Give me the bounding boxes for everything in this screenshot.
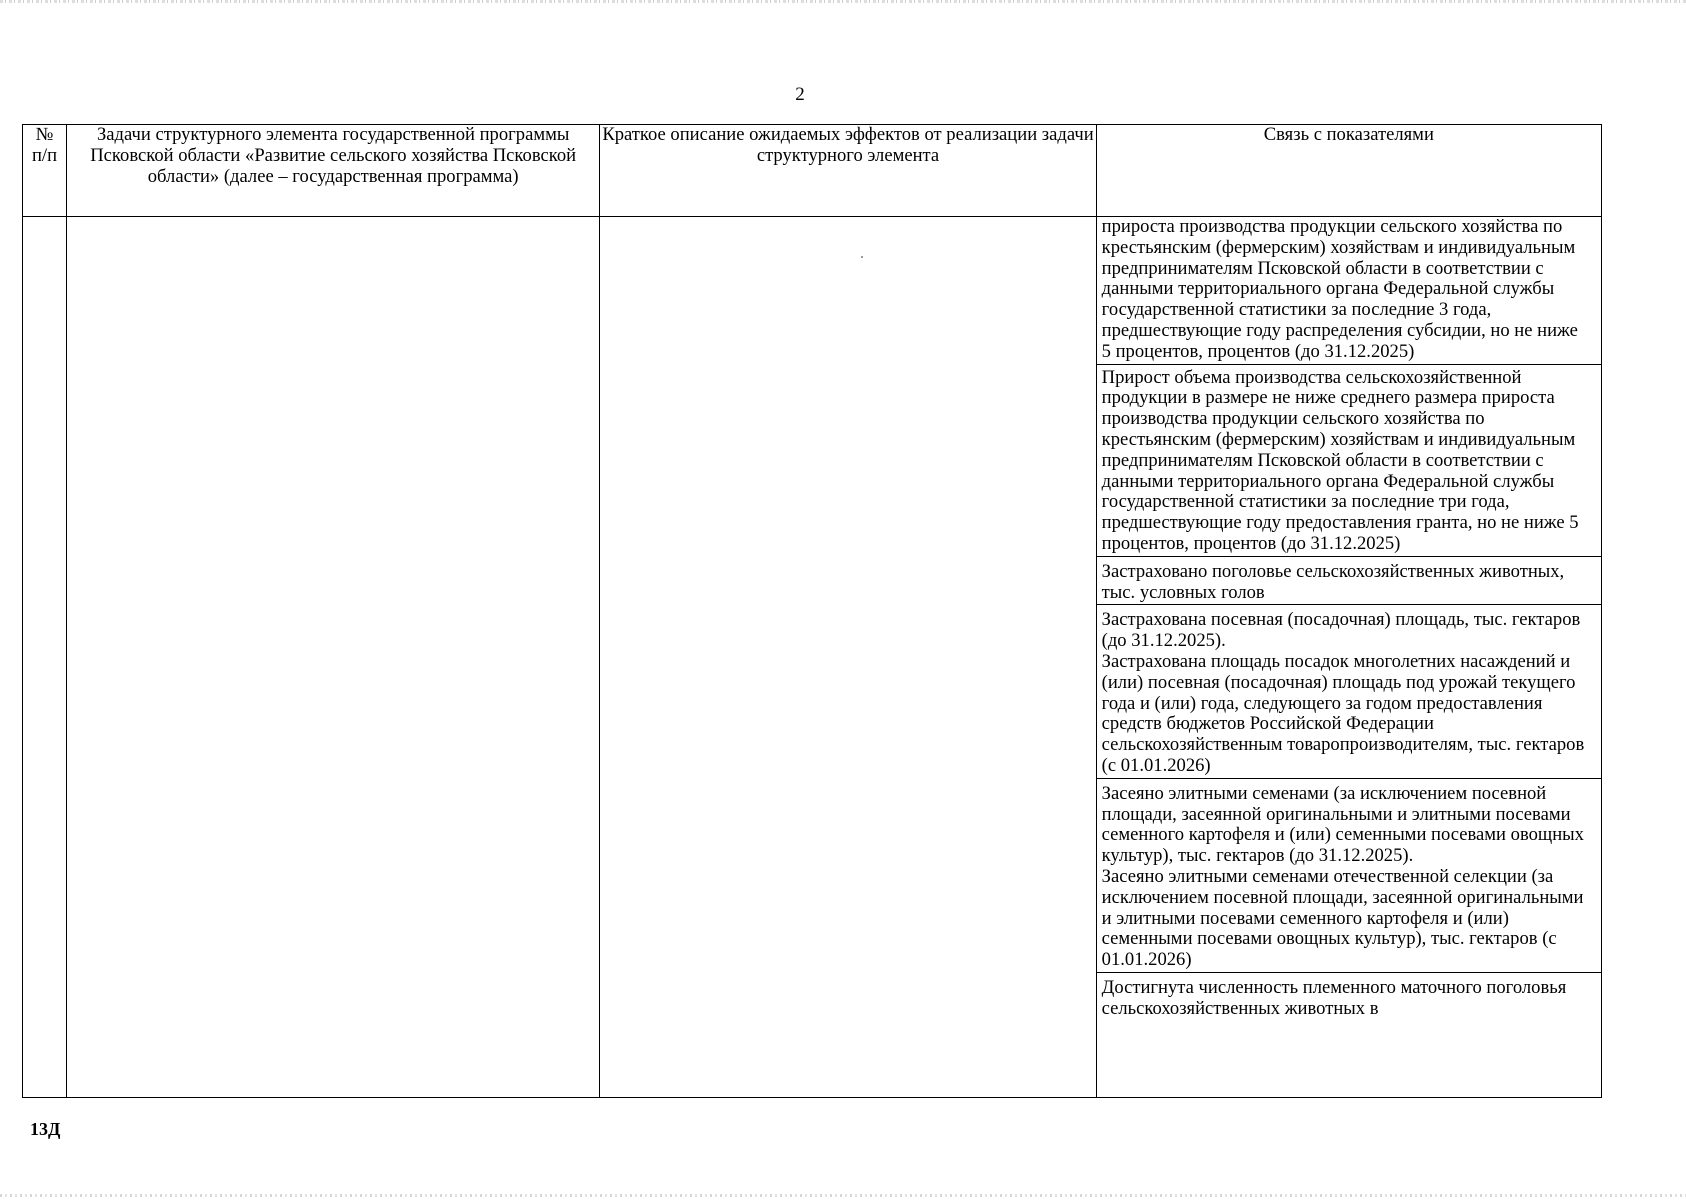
header-number	[23, 125, 67, 217]
indicators-cell	[1096, 217, 1601, 1098]
scan-edge-bottom	[0, 1194, 1686, 1197]
indicator-item	[1097, 973, 1601, 1021]
tasks-cell	[67, 217, 600, 1098]
table-header-row	[23, 125, 1602, 217]
indicator-item	[1097, 779, 1601, 973]
header-number-abbr: п/п	[31, 144, 58, 166]
scan-edge-top	[0, 0, 1686, 3]
footer-code: 13Д	[30, 1119, 61, 1139]
indicator-text: Засеяно элитными семенами отечественной селекции (за исключением посевной площади, засеянной оригинальными и элитными посевами семенного картофеля и (или) семенными посевами овощных культур), тыс. гектаров (с 01.01.2026)	[1101, 865, 1584, 971]
table-row	[23, 217, 1602, 1098]
indicator-text: Засеяно элитными семенами (за исключением посевной площади, засеянной оригинальными и элитными посевами семенного картофеля и (или) семенными посевами овощных культур), тыс. гектаров (до 31.12.2025).	[1101, 782, 1584, 867]
indicator-text: Прирост объема производства сельскохозяйственной продукции в размере не ниже среднего размера прироста производства продукции сельского хозяйства по крестьянским (фермерским) хозяйствам и индивидуальным предпринимателям Псковской области в соответствии с данными территориального органа Федеральной службы государственной статистики за последние три года, предшествующие году предоставления гранта, но не ниже 5 процентов, процентов (до 31.12.2025)	[1101, 366, 1579, 554]
program-table	[22, 124, 1602, 1098]
header-links: Связь с показателями	[1096, 125, 1601, 217]
indicator-item	[1097, 557, 1601, 606]
indicator-text: Застраховано поголовье сельскохозяйственных животных, тыс. условных голов	[1101, 560, 1565, 603]
effects-cell	[600, 217, 1096, 1098]
indicator-text: Застрахована площадь посадок многолетних насаждений и (или) посевная (посадочная) площадь под урожай текущего года и (или) года, следующего за годом предоставления средств бюджетов Российской Федерации сельскохозяйственным товаропроизводителям, тыс. гектаров (с 01.01.2026)	[1101, 650, 1585, 776]
page-number: 2	[795, 84, 805, 105]
scan-speck	[861, 256, 863, 258]
indicator-text: Застрахована посевная (посадочная) площадь, тыс. гектаров (до 31.12.2025).	[1101, 609, 1581, 652]
header-tasks: Задачи структурного элемента государственной программы Псковской области «Развитие сельского хозяйства Псковской области» (далее – государственная программа)	[67, 125, 600, 217]
header-number-symbol: №	[35, 124, 54, 145]
indicator-item	[1097, 217, 1601, 365]
header-effects: Краткое описание ожидаемых эффектов от реализации задачи структурного элемента	[600, 125, 1096, 217]
indicator-item	[1097, 365, 1601, 557]
indicator-text: прироста производства продукции сельского хозяйства по крестьянским (фермерским) хозяйствам и индивидуальным предпринимателям Псковской области в соответствии с данными территориального органа Федеральной службы государственной статистики за последние 3 года, предшествующие году распределения субсидии, но не ниже 5 процентов, процентов (до 31.12.2025)	[1101, 216, 1578, 362]
number-cell	[23, 217, 67, 1098]
indicator-item	[1097, 605, 1601, 778]
indicator-text: Достигнута численность племенного маточного поголовья сельскохозяйственных животных в	[1101, 976, 1567, 1019]
